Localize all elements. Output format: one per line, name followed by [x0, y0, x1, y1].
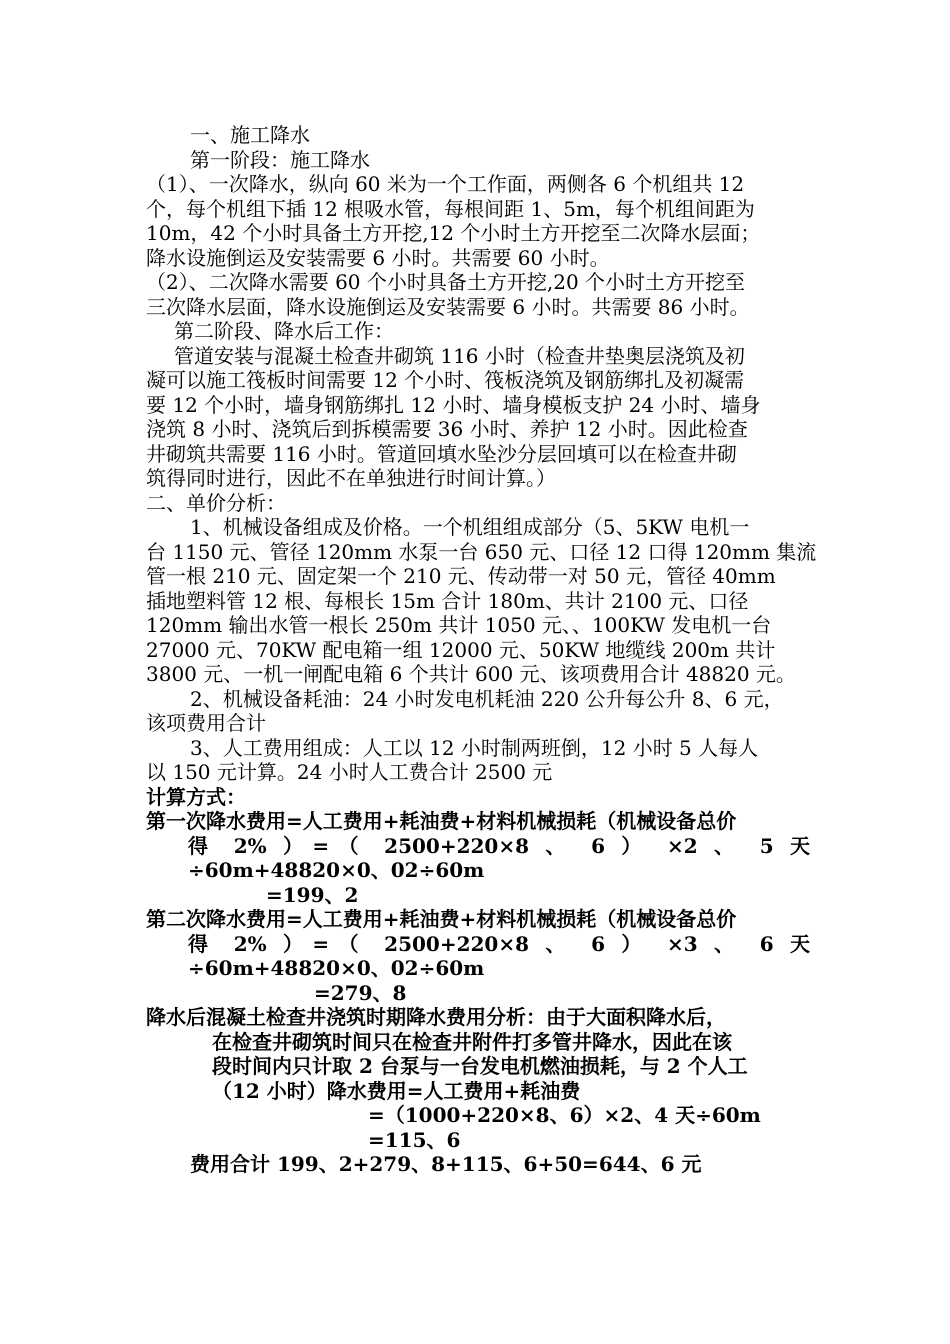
text-line: 管一根 210 元、固定架一个 210 元、传动带一对 50 元，管径 40mm: [146, 564, 776, 588]
text-line: =199、2: [266, 882, 359, 907]
text-line: 1、机械设备组成及价格。一个机组组成部分（5、5KW 电机一: [190, 515, 750, 539]
text-line: 筑得同时进行，因此不在单独进行时间计算。）: [146, 466, 556, 490]
text-line: 3800 元、一机一闸配电箱 6 个共计 600 元、该项费用合计 48820 元。: [146, 662, 796, 686]
text-line: 第二阶段、降水后工作：: [174, 319, 394, 343]
text-line: 计算方式：: [146, 784, 246, 809]
text-line: （2）、二次降水需要 60 个小时具备土方开挖,20 个小时土方开挖至: [146, 270, 746, 294]
text-line: 二、单价分析：: [146, 490, 286, 515]
text-line: 2、机械设备耗油：24 小时发电机耗油 220 公升每公升 8、6 元，: [190, 686, 784, 711]
text-line: 27000 元、70KW 配电箱一组 12000 元、50KW 地缆线 200m 共计: [146, 637, 776, 662]
text-line: =（1000+220×8、6）×2、4 天÷60m: [368, 1103, 761, 1127]
text-line: （1）、一次降水，纵向 60 米为一个工作面，两侧各 6 个机组共 12: [146, 172, 745, 196]
text-line: 段时间内只计取 2 台泵与一台发电机燃油损耗，与 2 个人工: [212, 1054, 748, 1078]
text-line: 降水设施倒运及安装需要 6 小时。共需要 60 小时。: [146, 245, 610, 270]
text-line: =115、6: [368, 1127, 461, 1152]
text-line: 三次降水层面，降水设施倒运及安装需要 6 小时。共需要 86 小时。: [146, 294, 750, 319]
text-line: 3、人工费用组成：人工以 12 小时制两班倒，12 小时 5 人每人: [190, 735, 759, 760]
text-line: 插地塑料管 12 根、每根长 15m 合计 180m、共计 2100 元、口径: [146, 588, 749, 613]
text-line: 得 2% ）=（ 2500+220×8 、 6 ） ×3 、 6 天: [188, 931, 810, 956]
text-line: 120mm 输出水管一根长 250m 共计 1050 元、、100KW 发电机一台: [146, 613, 772, 637]
text-line: 费用合计 199、2+279、8+115、6+50=644、6 元: [190, 1152, 702, 1176]
text-line: 台 1150 元、管径 120mm 水泵一台 650 元、口径 12 口得 120mm 集流: [146, 539, 817, 564]
text-line: 一、施工降水: [190, 123, 310, 147]
text-line: （12 小时）降水费用=人工费用+耗油费: [212, 1078, 581, 1103]
text-line: ÷60m+48820×0、02÷60m: [188, 956, 485, 980]
text-line: 个，每个机组下插 12 根吸水管，每根间距 1、5m，每个机组间距为: [146, 196, 755, 221]
text-line: 浇筑 8 小时、浇筑后到拆模需要 36 小时、养护 12 小时。因此检查: [146, 417, 748, 441]
text-line: =279、8: [314, 980, 407, 1005]
text-line: 在检查井砌筑时间只在检查井附件打多管井降水，因此在该: [212, 1029, 732, 1054]
text-line: 凝可以施工筏板时间需要 12 个小时、筏板浇筑及钢筋绑扎及初凝需: [146, 368, 745, 392]
text-line: 要 12 个小时，墙身钢筋绑扎 12 小时、墙身模板支护 24 小时、墙身: [146, 392, 761, 417]
text-line: 第一次降水费用=人工费用+耗油费+材料机械损耗（机械设备总价: [146, 809, 737, 833]
text-line: 第二次降水费用=人工费用+耗油费+材料机械损耗（机械设备总价: [146, 907, 737, 931]
text-line: 第一阶段：施工降水: [190, 147, 370, 172]
text-line: 10m，42 个小时具备土方开挖,12 个小时土方开挖至二次降水层面；: [146, 221, 761, 245]
text-line: 该项费用合计: [146, 711, 266, 735]
text-line: 管道安装与混凝土检查井砌筑 116 小时（检查井垫奥层浇筑及初: [174, 343, 745, 368]
text-line: 井砌筑共需要 116 小时。管道回填水坠沙分层回填可以在检查井砌: [146, 441, 737, 466]
text-line: 降水后混凝土检查井浇筑时期降水费用分析：由于大面积降水后，: [146, 1005, 726, 1029]
text-line: ÷60m+48820×0、02÷60m: [188, 858, 485, 882]
text-line: 得 2% ）=（ 2500+220×8 、 6 ） ×2 、 5 天: [188, 833, 810, 858]
text-line: 以 150 元计算。24 小时人工费合计 2500 元: [146, 760, 553, 784]
